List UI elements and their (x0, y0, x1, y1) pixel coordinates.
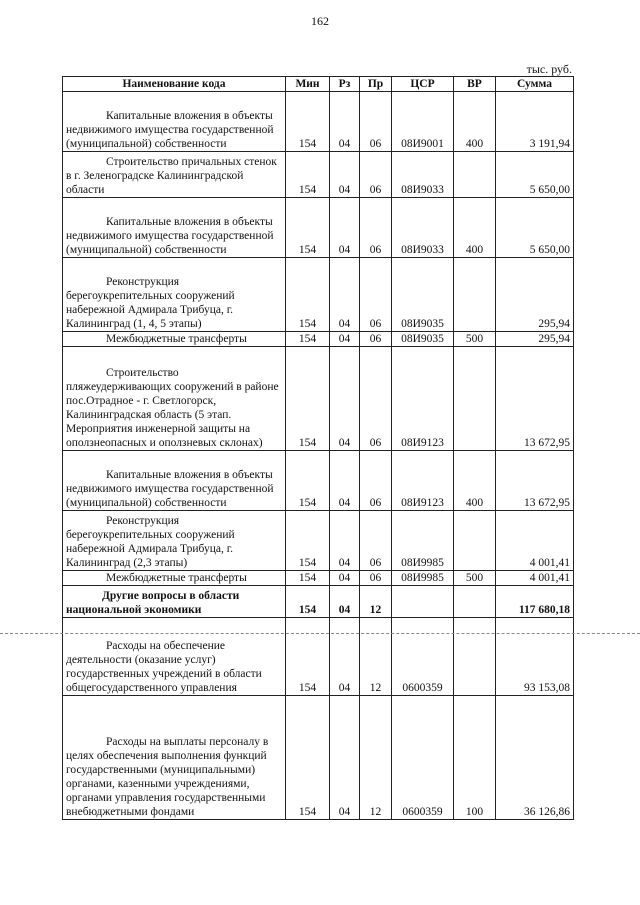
table-row (63, 511, 574, 571)
cell-sum: 13 672,95 (496, 347, 574, 451)
cell-rz: 04 (330, 586, 360, 618)
cell-csr: 0600359 (392, 618, 454, 696)
cell-sum: 36 126,86 (496, 696, 574, 820)
cell-name (63, 618, 286, 696)
cell-vr: 500 (454, 571, 496, 586)
cell-pr: 06 (360, 451, 392, 511)
cell-pr: 06 (360, 511, 392, 571)
page-cut-line (0, 633, 640, 634)
cell-rz: 04 (330, 258, 360, 332)
cell-vr: 500 (454, 332, 496, 347)
table-row (63, 152, 574, 198)
cell-vr (454, 347, 496, 451)
cell-vr (454, 511, 496, 571)
cell-name (63, 511, 286, 571)
page-number: 162 (311, 14, 329, 28)
cell-min: 154 (286, 618, 330, 696)
row-name: Расходы на обеспечение деятельности (оказание услуг) государственных учреждений в области общегосударственного управления (66, 640, 262, 694)
cell-csr: 08И9033 (392, 152, 454, 198)
cell-rz: 04 (330, 696, 360, 820)
cell-csr: 08И9123 (392, 347, 454, 451)
cell-pr: 06 (360, 152, 392, 198)
cell-rz: 04 (330, 511, 360, 571)
table-header-row (63, 77, 574, 92)
cell-sum: 5 650,00 (496, 198, 574, 258)
header-min: Мин (286, 77, 330, 92)
cell-pr: 06 (360, 571, 392, 586)
cell-csr: 08И9123 (392, 451, 454, 511)
cell-min: 154 (286, 696, 330, 820)
cell-pr: 06 (360, 332, 392, 347)
cell-min: 154 (286, 347, 330, 451)
cell-csr (392, 586, 454, 618)
budget-table (62, 76, 574, 820)
row-name: Реконструкция берегоукрепительных сооружений набережной Адмирала Трибуца, г. Калининград (2,3 этапы) (66, 515, 235, 569)
cell-min: 154 (286, 511, 330, 571)
row-name: Капитальные вложения в объекты недвижимого имущества государственной (муниципальной) собственности (66, 216, 274, 256)
cell-min: 154 (286, 571, 330, 586)
cell-min: 154 (286, 332, 330, 347)
cell-pr: 06 (360, 347, 392, 451)
table-row (63, 347, 574, 451)
table-row (63, 258, 574, 332)
cell-name (63, 332, 286, 347)
header-sum: Сумма (496, 77, 574, 92)
cell-pr: 06 (360, 258, 392, 332)
header-vr: ВР (454, 77, 496, 92)
cell-name (63, 696, 286, 820)
table-row (63, 696, 574, 820)
cell-min: 154 (286, 92, 330, 152)
cell-name (63, 571, 286, 586)
cell-vr: 400 (454, 92, 496, 152)
row-name: Другие вопросы в области национальной экономики (66, 590, 240, 616)
table-body (63, 92, 574, 820)
header-rz: Рз (330, 77, 360, 92)
cell-name (63, 198, 286, 258)
table-row (63, 198, 574, 258)
row-name: Межбюджетные трансферты (106, 333, 247, 345)
cell-sum: 295,94 (496, 258, 574, 332)
cell-csr: 08И9985 (392, 511, 454, 571)
cell-csr: 0600359 (392, 696, 454, 820)
table-row (63, 586, 574, 618)
table-row (63, 618, 574, 696)
cell-vr (454, 152, 496, 198)
cell-csr: 08И9035 (392, 332, 454, 347)
cell-rz: 04 (330, 152, 360, 198)
cell-sum: 93 153,08 (496, 618, 574, 696)
cell-rz: 04 (330, 332, 360, 347)
row-name: Строительство причальных стенок в г. Зеленоградске Калининградской области (66, 156, 277, 196)
cell-rz: 04 (330, 451, 360, 511)
cell-name (63, 347, 286, 451)
unit-label: тыс. руб. (526, 62, 572, 76)
cell-rz: 04 (330, 92, 360, 152)
cell-min: 154 (286, 586, 330, 618)
cell-sum: 117 680,18 (496, 586, 574, 618)
cell-pr: 12 (360, 618, 392, 696)
cell-sum: 4 001,41 (496, 511, 574, 571)
cell-pr: 12 (360, 586, 392, 618)
cell-pr: 06 (360, 92, 392, 152)
cell-rz: 04 (330, 571, 360, 586)
cell-vr: 400 (454, 198, 496, 258)
cell-min: 154 (286, 198, 330, 258)
cell-name (63, 92, 286, 152)
cell-vr (454, 258, 496, 332)
cell-rz: 04 (330, 198, 360, 258)
cell-csr: 08И9985 (392, 571, 454, 586)
cell-name (63, 586, 286, 618)
row-name: Капитальные вложения в объекты недвижимого имущества государственной (муниципальной) собственности (66, 110, 274, 150)
cell-vr (454, 618, 496, 696)
cell-rz: 04 (330, 618, 360, 696)
header-pr: Пр (360, 77, 392, 92)
cell-csr: 08И9035 (392, 258, 454, 332)
cell-vr: 400 (454, 451, 496, 511)
table-row (63, 451, 574, 511)
cell-csr: 08И9033 (392, 198, 454, 258)
header-name: Наименование кода (63, 77, 286, 92)
table-row (63, 92, 574, 152)
cell-sum: 13 672,95 (496, 451, 574, 511)
row-name: Капитальные вложения в объекты недвижимого имущества государственной (муниципальной) собственности (66, 469, 274, 509)
cell-sum: 3 191,94 (496, 92, 574, 152)
cell-name (63, 451, 286, 511)
cell-pr: 12 (360, 696, 392, 820)
cell-name (63, 152, 286, 198)
row-name: Строительство пляжеудерживающих сооружений в районе пос.Отрадное - г. Светлогорск, Калининградская область (5 этап. Мероприятия инженерной защиты на оползнеопасных и оползневых склонах) (66, 367, 279, 449)
cell-vr: 100 (454, 696, 496, 820)
table-row (63, 332, 574, 347)
cell-vr (454, 586, 496, 618)
cell-sum: 4 001,41 (496, 571, 574, 586)
cell-rz: 04 (330, 347, 360, 451)
header-csr: ЦСР (392, 77, 454, 92)
cell-sum: 295,94 (496, 332, 574, 347)
cell-min: 154 (286, 258, 330, 332)
cell-csr: 08И9001 (392, 92, 454, 152)
cell-min: 154 (286, 451, 330, 511)
row-name: Расходы на выплаты персоналу в целях обеспечения выполнения функций государственными (муниципальными) органами, казенными учреждениями, органами управления государственными внебюджетными фондами (66, 736, 269, 818)
cell-name (63, 258, 286, 332)
table-row (63, 571, 574, 586)
cell-sum: 5 650,00 (496, 152, 574, 198)
row-name: Межбюджетные трансферты (106, 572, 247, 584)
cell-pr: 06 (360, 198, 392, 258)
row-name: Реконструкция берегоукрепительных сооружений набережной Адмирала Трибуца, г. Калининград (1, 4, 5 этапы) (66, 276, 235, 330)
cell-min: 154 (286, 152, 330, 198)
